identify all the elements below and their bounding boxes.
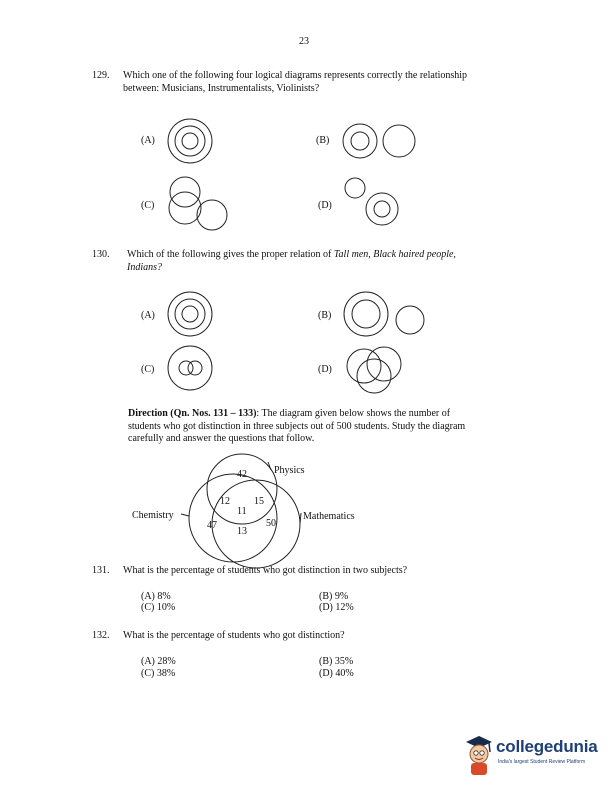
question-text: What is the percentage of students who got distinction?	[123, 630, 345, 641]
question-number: 130.	[92, 249, 110, 260]
option-131-b: (B) 9%	[319, 591, 349, 602]
option-131-d: (D) 12%	[319, 602, 354, 613]
option-label-d: (D)	[318, 200, 332, 211]
option-132-a: (A) 28%	[141, 656, 176, 667]
brand-name: collegedunia	[496, 737, 598, 756]
direction-lead: Direction (Qn. Nos. 131 – 133)	[128, 408, 257, 419]
question-text-line-2: between: Musicians, Instrumentalists, Violinists?	[123, 82, 320, 94]
option-label-d: (D)	[318, 364, 332, 375]
venn-value-all-three: 11	[237, 506, 247, 517]
question-130	[92, 249, 532, 274]
mathematics-pointer	[300, 513, 301, 524]
direction-text-3: carefully and answer the questions that follow.	[128, 433, 315, 444]
diagram-129-d	[340, 176, 410, 232]
venn-circle-mathematics	[212, 480, 300, 568]
diagram-129-a	[164, 118, 224, 168]
diagram-130-d	[342, 340, 412, 396]
venn-label-mathematics: Mathematics	[303, 511, 355, 522]
question-132	[92, 630, 532, 643]
collegedunia-logo	[462, 730, 607, 780]
question-number: 131.	[92, 565, 110, 576]
option-132-b: (B) 35%	[319, 656, 354, 667]
option-132-d: (D) 40%	[319, 668, 354, 679]
venn-diagram	[120, 448, 380, 560]
brand-tagline: India's largest Student Review Platform	[498, 759, 586, 765]
option-131-c: (C) 10%	[141, 602, 176, 613]
option-label-a: (A)	[141, 135, 155, 146]
mascot-icon	[462, 732, 496, 776]
question-131	[92, 565, 532, 578]
venn-value-physics-only: 42	[237, 469, 247, 480]
option-label-b: (B)	[316, 135, 330, 146]
diagram-130-b	[340, 290, 430, 340]
venn-value-mathematics-only: 50	[266, 518, 276, 529]
venn-label-chemistry: Chemistry	[132, 510, 174, 521]
option-label-c: (C)	[141, 364, 155, 375]
venn-circle-chemistry	[189, 474, 277, 562]
diagram-129-c	[164, 170, 234, 234]
option-131-a: (A) 8%	[141, 591, 171, 602]
question-text-line-1: Which one of the following four logical diagrams represents correctly the relationship	[123, 70, 468, 81]
venn-value-chemistry-mathematics: 13	[237, 526, 247, 537]
direction-text-1: : The diagram given below shows the number of	[256, 408, 451, 419]
direction-block	[128, 408, 528, 446]
question-text-line-2: Indians?	[127, 261, 162, 273]
venn-value-physics-chemistry: 12	[220, 496, 230, 507]
venn-value-chemistry-only: 47	[207, 520, 217, 531]
venn-value-physics-mathematics: 15	[254, 496, 264, 507]
page-number: 23	[299, 36, 309, 47]
question-number: 132.	[92, 630, 110, 641]
diagram-130-a	[164, 290, 224, 340]
option-132-c: (C) 38%	[141, 668, 176, 679]
diagram-129-b	[342, 118, 422, 168]
chemistry-pointer	[181, 514, 189, 516]
question-129	[92, 70, 532, 95]
question-text: What is the percentage of students who got distinction in two subjects?	[123, 565, 408, 576]
option-label-c: (C)	[141, 200, 155, 211]
venn-label-physics: Physics	[274, 465, 305, 476]
question-number: 129.	[92, 70, 110, 81]
question-terms: Tall men, Black haired people,	[333, 249, 456, 260]
option-label-b: (B)	[318, 310, 332, 321]
question-text: Which of the following gives the proper relation of	[127, 249, 334, 260]
option-label-a: (A)	[141, 310, 155, 321]
diagram-130-c	[164, 344, 224, 394]
direction-text-2: students who got distinction in three subjects out of 500 students. Study the diagram	[128, 420, 466, 432]
